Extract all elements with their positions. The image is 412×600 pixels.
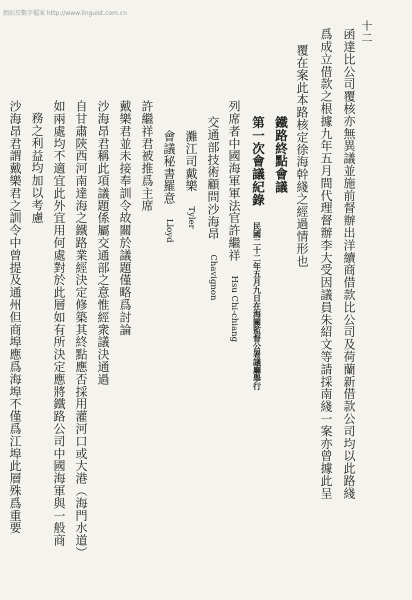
text-column [296, 44, 308, 267]
text-column [320, 28, 332, 499]
section-heading [274, 116, 287, 193]
meeting-note: 民國二十二年五月九日在海關監督公署議廳舉行 [252, 221, 263, 390]
text-column [119, 100, 131, 336]
column-text: 覆在案此本路核定徐海幹綫之經過情形也 [295, 44, 309, 268]
heading-text: 第一次會議紀錄 [250, 116, 266, 207]
column-text: 自甘肅陝西河南達海之鐵路業經決定修築其終點應否採用灌河口或大港（海門水道） [74, 100, 88, 559]
column-text: 務之利益均加以考慮 [30, 112, 44, 224]
attendee-line [185, 130, 197, 229]
text-column [31, 112, 43, 224]
column-text: 沙海昂君稱此項議題係屬交通部之意惟經衆議決通過 [96, 100, 110, 386]
attendee-line [207, 116, 219, 300]
text-column [97, 100, 109, 385]
column-text: 沙海昂君謂戴樂君之訓令中曾提及通州但商埠應爲海埠不僅爲江埠此層殊爲重要 [8, 100, 22, 534]
column-text: 函達比公司覆核亦無異議並施前督辦出洋續商借款比公司及荷蘭新借款公司均以此路綫 [342, 28, 356, 500]
column-text: 許繼祥君被推爲主席 [140, 100, 154, 212]
attendee-romanized: Hsu Chi-chiang [229, 275, 239, 343]
text-column [53, 100, 65, 546]
column-text: 戴樂君並未接奉訓令故關於議題僅略爲討論 [118, 100, 132, 336]
text-column [9, 100, 21, 534]
watermark: 網站於數字檔案 http://www.linguist.com.cn [3, 10, 127, 17]
attendee-text: 列席者中國海軍軍法官許繼祥 [227, 100, 241, 262]
text-column [75, 100, 87, 559]
text-column [343, 28, 355, 499]
column-text: 如兩處均不適宜此外宜用何處對於此層如有所決定應將鐵路公司中國海軍與一般商 [52, 100, 66, 547]
attendee-text: 交通部技術顧問沙海昂 [206, 116, 220, 240]
column-text: 爲成立借款之根據九年五月間代理督辦李大受因議員朱紹文等請採南綫一案亦曾據此呈 [319, 28, 333, 500]
attendee-romanized: Lloyd [164, 218, 174, 243]
text-column [141, 100, 153, 212]
heading-text: 鐵路終點會議 [273, 116, 289, 194]
attendee-line [163, 130, 175, 243]
attendee-text: 灘江司戴樂 [184, 130, 198, 192]
meeting-record-heading [251, 116, 264, 390]
attendee-line [228, 100, 240, 342]
attendee-romanized: Tyler [186, 206, 196, 229]
attendee-romanized: Chavignon [208, 254, 218, 301]
page-number: 十二 [360, 20, 373, 44]
attendee-text: 會議秘書羅意 [162, 130, 176, 205]
